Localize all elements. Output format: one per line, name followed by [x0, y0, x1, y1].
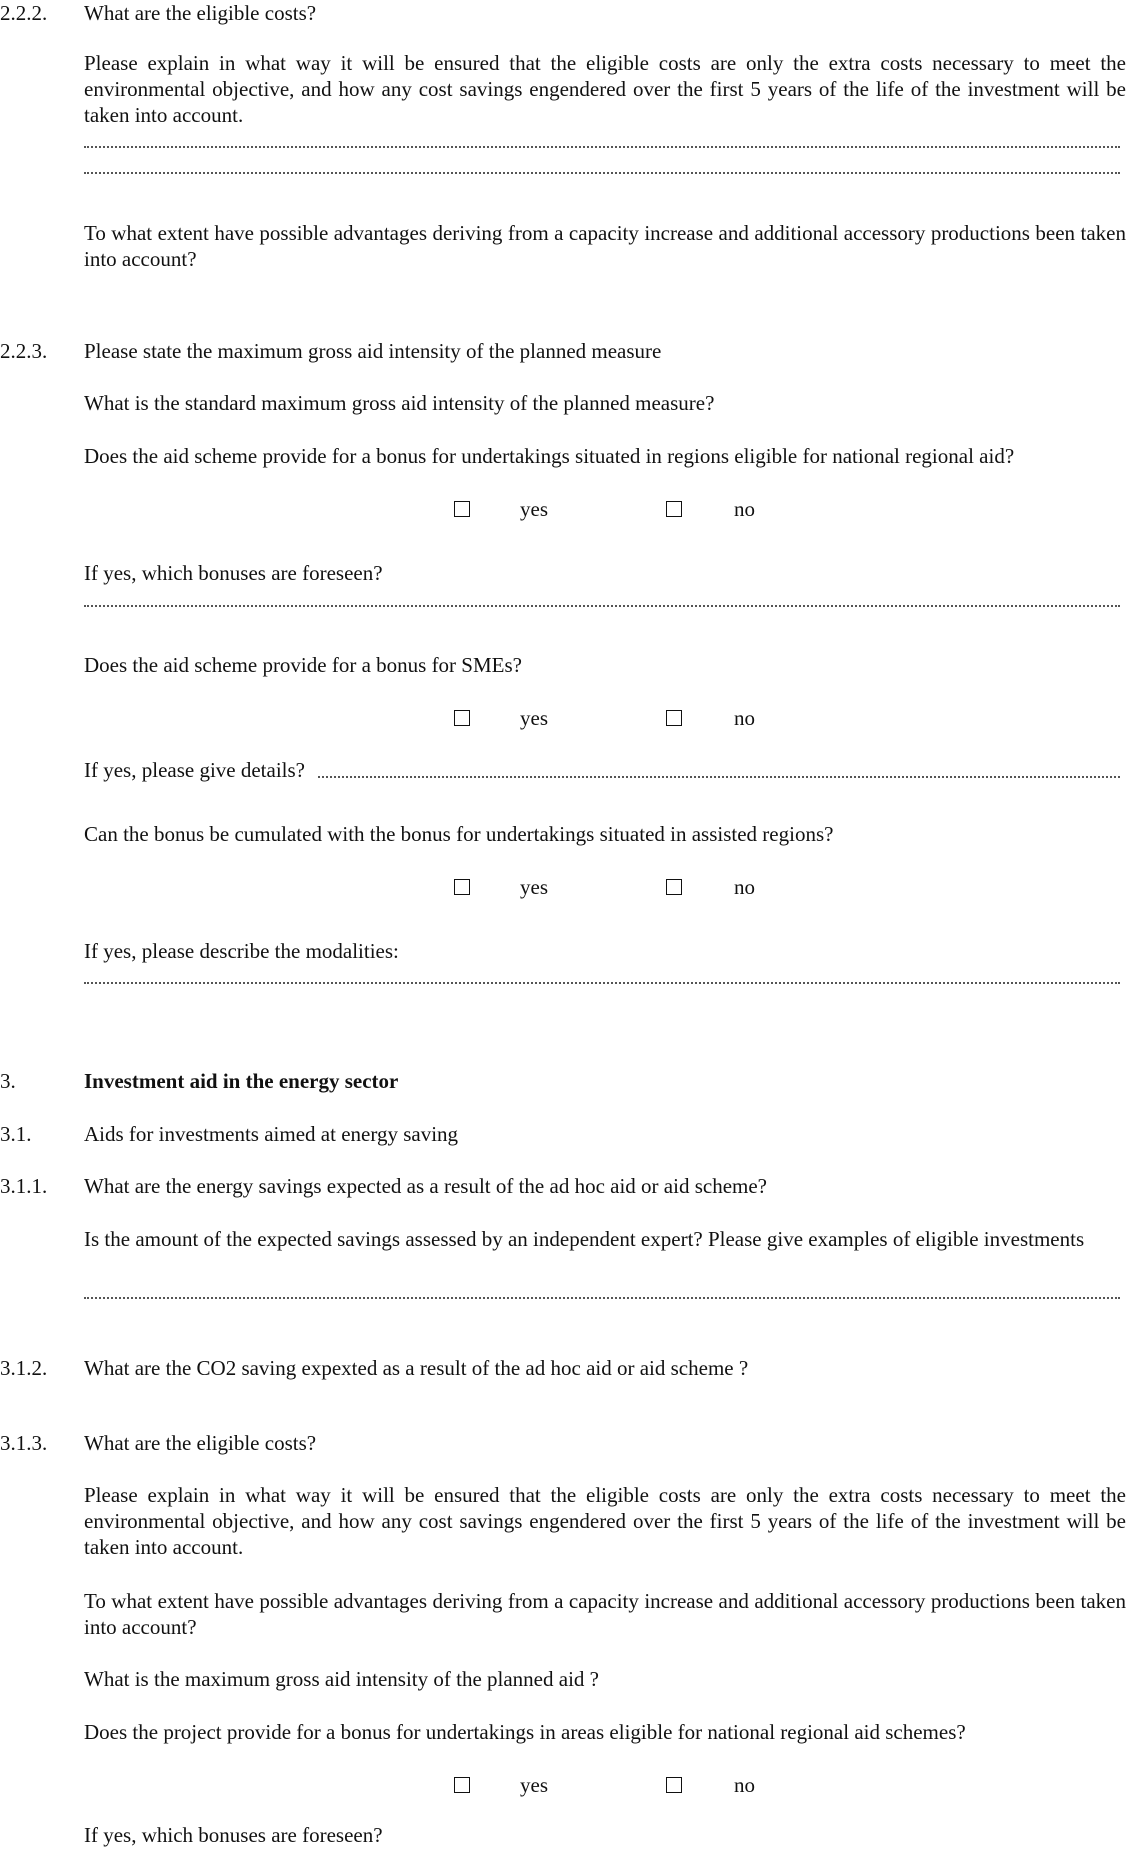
section-number-3: 3. [0, 1069, 16, 1093]
question-sme-bonus: Does the aid scheme provide for a bonus for SMEs? [84, 653, 522, 677]
question-standard-intensity: What is the standard maximum gross aid intensity of the planned measure? [84, 391, 715, 415]
paragraph-capacity-advantages-2: To what extent have possible advantages deriving from a capacity increase and additional accessory productions been taken into account? [84, 1589, 1126, 1639]
paragraph-capacity-advantages: To what extent have possible advantages deriving from a capacity increase and additional accessory productions been taken into account? [84, 221, 1126, 271]
option-no-label: no [734, 497, 755, 521]
answer-line[interactable] [84, 146, 1120, 148]
question-which-bonuses: If yes, which bonuses are foreseen? [84, 561, 383, 585]
section-title-3-1-1: What are the energy savings expected as a result of the ad hoc aid or aid scheme? [84, 1174, 767, 1198]
answer-line[interactable] [84, 982, 1120, 984]
paragraph-eligible-costs-explain: Please explain in what way it will be ensured that the eligible costs are only the extra costs necessary to meet the environmental objective, and how any cost savings engendered over the first 5 years of the life of the investment will be taken into account. [84, 51, 1126, 127]
section-title-3-1-2: What are the CO2 saving expexted as a result of the ad hoc aid or aid scheme ? [84, 1356, 749, 1380]
section-title-2-2-2: What are the eligible costs? [84, 1, 317, 25]
option-yes-label: yes [520, 497, 548, 521]
question-bonus-cumulated: Can the bonus be cumulated with the bonus for undertakings situated in assisted regions? [84, 822, 834, 846]
paragraph-independent-expert: Is the amount of the expected savings assessed by an independent expert? Please give examples of eligible investments [84, 1227, 1085, 1251]
answer-line[interactable] [84, 605, 1120, 607]
section-number-3-1-1: 3.1.1. [0, 1174, 48, 1198]
checkbox-no[interactable] [666, 710, 682, 726]
option-no-label: no [734, 875, 755, 899]
option-no-label: no [734, 1773, 755, 1797]
option-yes-label: yes [520, 706, 548, 730]
checkbox-no[interactable] [666, 879, 682, 895]
option-yes-label: yes [520, 875, 548, 899]
question-which-bonuses-2: If yes, which bonuses are foreseen? [84, 1823, 383, 1847]
answer-line[interactable] [318, 776, 1120, 778]
answer-line[interactable] [84, 1297, 1120, 1299]
section-number-2-2-3: 2.2.3. [0, 339, 48, 363]
section-title-3 [84, 1068, 398, 1094]
question-max-intensity: What is the maximum gross aid intensity of the planned aid ? [84, 1667, 599, 1691]
section-title-3-1: Aids for investments aimed at energy saving [84, 1122, 459, 1146]
section-title-2-2-3: Please state the maximum gross aid intensity of the planned measure [84, 339, 662, 363]
question-sme-details: If yes, please give details? [84, 758, 305, 782]
checkbox-no[interactable] [666, 501, 682, 517]
checkbox-yes[interactable] [454, 1777, 470, 1793]
option-yes-label: yes [520, 1773, 548, 1797]
question-modalities: If yes, please describe the modalities: [84, 939, 399, 963]
section-number-3-1-2: 3.1.2. [0, 1356, 48, 1380]
section-title-3-text: Investment aid in the energy sector [84, 1069, 399, 1093]
section-number-3-1: 3.1. [0, 1122, 32, 1146]
checkbox-yes[interactable] [454, 710, 470, 726]
question-regional-bonus: Does the aid scheme provide for a bonus for undertakings situated in regions eligible for national regional aid? [84, 444, 1015, 468]
section-number-3-1-3: 3.1.3. [0, 1431, 48, 1455]
paragraph-eligible-costs-explain-2: Please explain in what way it will be ensured that the eligible costs are only the extra costs necessary to meet the environmental objective, and how any cost savings engendered over the first 5 years of the life of the investment will be taken into account. [84, 1483, 1126, 1559]
question-regional-bonus-2: Does the project provide for a bonus for undertakings in areas eligible for national regional aid schemes? [84, 1720, 966, 1744]
checkbox-no[interactable] [666, 1777, 682, 1793]
option-no-label: no [734, 706, 755, 730]
checkbox-yes[interactable] [454, 501, 470, 517]
checkbox-yes[interactable] [454, 879, 470, 895]
section-number-2-2-2: 2.2.2. [0, 1, 48, 25]
answer-line[interactable] [84, 172, 1120, 174]
section-title-3-1-3: What are the eligible costs? [84, 1431, 317, 1455]
